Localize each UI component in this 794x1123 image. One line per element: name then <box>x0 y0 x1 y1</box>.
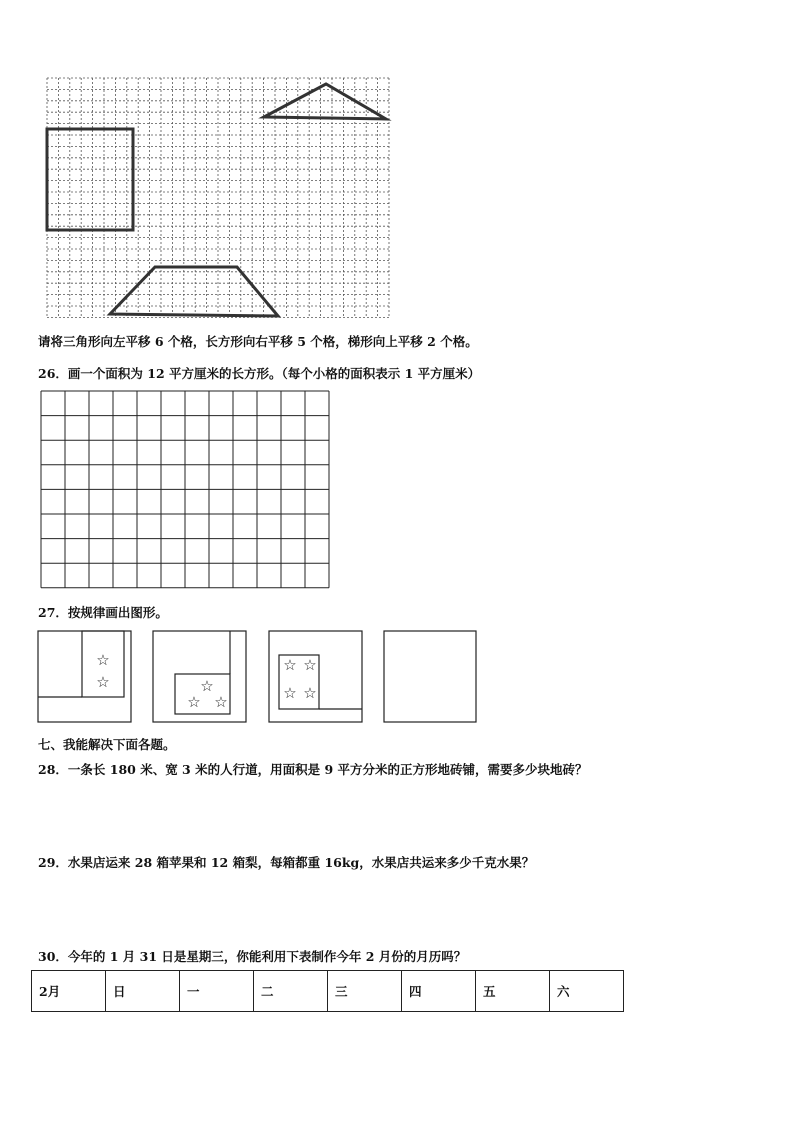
calendar-header-cell: 三 <box>328 971 402 1012</box>
star-3c: ☆ <box>283 684 297 702</box>
star-2a: ☆ <box>200 677 214 695</box>
section-7-title: 七、我能解决下面各题。 <box>38 737 176 752</box>
star-3b: ☆ <box>303 656 317 674</box>
q26-text: 画一个面积为 12 平方厘米的长方形。（每个小格的面积表示 1 平方厘米） <box>67 366 481 381</box>
calendar-header-cell: 一 <box>180 971 254 1012</box>
calendar-header-cell: 2月 <box>32 971 106 1012</box>
q30-text: 今年的 1 月 31 日是星期三，你能利用下表制作今年 2 月份的月历吗？ <box>67 949 467 964</box>
star-1a: ☆ <box>96 651 110 669</box>
q30-question <box>38 947 466 965</box>
q28-question <box>38 760 588 778</box>
calendar-header-row <box>32 971 624 1012</box>
star-3d: ☆ <box>303 684 317 702</box>
calendar-header-cell: 二 <box>254 971 328 1012</box>
pattern-box-3 <box>269 631 362 722</box>
q29-text: 水果店运来 28 箱苹果和 12 箱梨，每箱都重 16kg，水果店共运来多少千克水果？ <box>67 855 535 870</box>
q30-number: 30． <box>38 949 68 964</box>
pattern-box-4-empty[interactable] <box>384 631 476 722</box>
pattern-box-1 <box>38 631 131 722</box>
q27-number: 27． <box>38 605 68 620</box>
star-2c: ☆ <box>214 693 228 711</box>
february-calendar-table <box>31 970 624 1012</box>
calendar-header-cell: 四 <box>402 971 476 1012</box>
q26-number: 26． <box>38 366 68 381</box>
star-2b: ☆ <box>187 693 201 711</box>
q29-question <box>38 853 534 871</box>
q27-text: 按规律画出图形。 <box>67 605 168 620</box>
q29-number: 29． <box>38 855 68 870</box>
star-3a: ☆ <box>283 656 297 674</box>
q25-instruction: 请将三角形向左平移 6 个格，长方形向右平移 5 个格，梯形向上平移 2 个格。 <box>38 334 478 349</box>
q28-text: 一条长 180 米、宽 3 米的人行道，用面积是 9 平方分米的正方形地砖铺，需要多少块地砖？ <box>67 762 588 777</box>
calendar-header-cell: 五 <box>476 971 550 1012</box>
calendar-header-cell: 日 <box>106 971 180 1012</box>
q28-number: 28． <box>38 762 68 777</box>
calendar-header-cell: 六 <box>550 971 624 1012</box>
star-1b: ☆ <box>96 673 110 691</box>
